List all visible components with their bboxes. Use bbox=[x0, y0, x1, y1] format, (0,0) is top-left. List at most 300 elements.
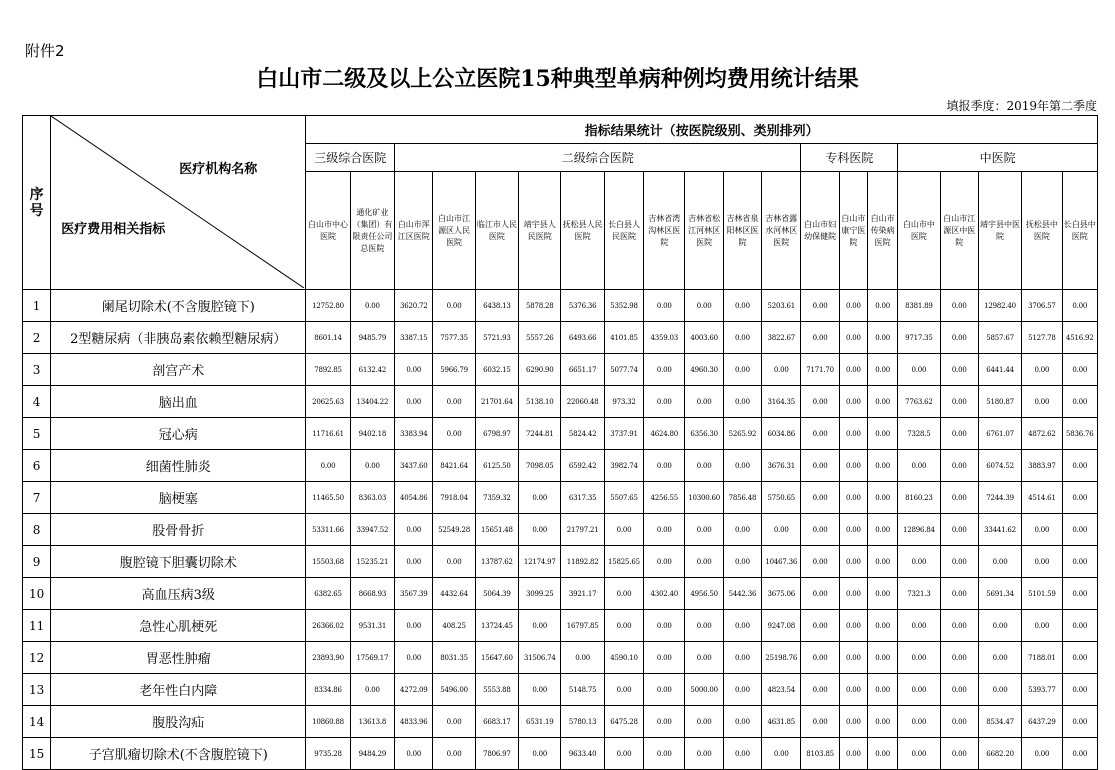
cost-value: 0.00 bbox=[940, 514, 978, 546]
row-number: 14 bbox=[23, 706, 51, 738]
cost-value: 4823.54 bbox=[762, 674, 801, 706]
cost-value: 13787.62 bbox=[475, 546, 518, 578]
cost-value: 6032.15 bbox=[475, 354, 518, 386]
cost-value: 0.00 bbox=[839, 354, 867, 386]
cost-value: 5180.87 bbox=[978, 386, 1021, 418]
cost-value: 8668.93 bbox=[350, 578, 394, 610]
cost-value: 0.00 bbox=[350, 290, 394, 322]
cost-value: 15647.60 bbox=[475, 642, 518, 674]
cost-value: 0.00 bbox=[604, 610, 643, 642]
table-row bbox=[23, 514, 1098, 546]
cost-value: 0.00 bbox=[867, 578, 897, 610]
cost-value: 11465.50 bbox=[306, 482, 350, 514]
hospital-name: 通化矿业（集团）有限责任公司总医院 bbox=[352, 207, 393, 253]
cost-value: 0.00 bbox=[1022, 514, 1062, 546]
cost-value: 0.00 bbox=[685, 706, 723, 738]
hospital-header bbox=[350, 172, 394, 290]
cost-value: 0.00 bbox=[940, 546, 978, 578]
cost-value: 7763.62 bbox=[898, 386, 940, 418]
cost-value: 5836.76 bbox=[1062, 418, 1097, 450]
cost-value: 0.00 bbox=[395, 738, 433, 770]
cost-value: 0.00 bbox=[519, 482, 561, 514]
row-number: 13 bbox=[23, 674, 51, 706]
cost-value: 0.00 bbox=[395, 354, 433, 386]
cost-value: 0.00 bbox=[1062, 642, 1097, 674]
cost-value: 10300.60 bbox=[685, 482, 723, 514]
institution-name-label: 医疗机构名称 bbox=[179, 162, 258, 177]
cost-value: 6132.42 bbox=[350, 354, 394, 386]
report-period: 填报季度：2019年第二季度 bbox=[946, 99, 1097, 113]
cost-value: 0.00 bbox=[685, 642, 723, 674]
cost-value: 0.00 bbox=[867, 610, 897, 642]
cost-value: 3737.91 bbox=[604, 418, 643, 450]
cost-value: 7577.35 bbox=[433, 322, 475, 354]
cost-value: 0.00 bbox=[561, 642, 604, 674]
cost-value: 0.00 bbox=[839, 450, 867, 482]
row-number: 9 bbox=[23, 546, 51, 578]
cost-value: 6290.90 bbox=[519, 354, 561, 386]
row-number: 8 bbox=[23, 514, 51, 546]
cost-value: 0.00 bbox=[644, 642, 685, 674]
cost-value: 4631.85 bbox=[762, 706, 801, 738]
cost-value: 53311.66 bbox=[306, 514, 350, 546]
indicator-name: 脑梗塞 bbox=[51, 482, 306, 514]
cost-value: 0.00 bbox=[644, 610, 685, 642]
cost-value: 5265.92 bbox=[723, 418, 761, 450]
cost-value: 0.00 bbox=[519, 514, 561, 546]
cost-value: 0.00 bbox=[940, 578, 978, 610]
cost-value: 0.00 bbox=[839, 322, 867, 354]
cost-value: 0.00 bbox=[723, 642, 761, 674]
cost-value: 15235.21 bbox=[350, 546, 394, 578]
cost-value: 6438.13 bbox=[475, 290, 518, 322]
cost-value: 0.00 bbox=[801, 578, 839, 610]
indicator-name: 2型糖尿病（非胰岛素依赖型糖尿病） bbox=[51, 322, 306, 354]
cost-value: 0.00 bbox=[940, 482, 978, 514]
cost-value: 0.00 bbox=[839, 578, 867, 610]
cost-value: 0.00 bbox=[867, 418, 897, 450]
cost-value: 21701.64 bbox=[475, 386, 518, 418]
cost-value: 0.00 bbox=[801, 514, 839, 546]
cost-value: 0.00 bbox=[1062, 610, 1097, 642]
cost-value: 4272.09 bbox=[395, 674, 433, 706]
hospital-header bbox=[940, 172, 978, 290]
cost-value: 0.00 bbox=[1022, 738, 1062, 770]
cost-value: 0.00 bbox=[433, 386, 475, 418]
cost-value: 0.00 bbox=[801, 322, 839, 354]
cost-value: 0.00 bbox=[644, 514, 685, 546]
cost-value: 0.00 bbox=[867, 450, 897, 482]
cost-value: 5557.26 bbox=[519, 322, 561, 354]
cost-value: 6475.28 bbox=[604, 706, 643, 738]
cost-value: 0.00 bbox=[762, 514, 801, 546]
cost-value: 0.00 bbox=[940, 354, 978, 386]
cost-value: 5077.74 bbox=[604, 354, 643, 386]
cost-value: 5127.78 bbox=[1022, 322, 1062, 354]
cost-value: 0.00 bbox=[723, 290, 761, 322]
cost-value: 3620.72 bbox=[395, 290, 433, 322]
cost-value: 408.25 bbox=[433, 610, 475, 642]
cost-value: 0.00 bbox=[801, 450, 839, 482]
cost-value: 25198.76 bbox=[762, 642, 801, 674]
cost-value: 4054.86 bbox=[395, 482, 433, 514]
cost-value: 5148.75 bbox=[561, 674, 604, 706]
cost-value: 0.00 bbox=[762, 738, 801, 770]
indicator-name: 子宫肌瘤切除术(不含腹腔镜下) bbox=[51, 738, 306, 770]
cost-value: 0.00 bbox=[1022, 546, 1062, 578]
hospital-header bbox=[723, 172, 761, 290]
cost-value: 0.00 bbox=[839, 418, 867, 450]
hospital-name: 吉林省泉阳林区医院 bbox=[726, 213, 759, 247]
hospital-header bbox=[978, 172, 1021, 290]
cost-value: 0.00 bbox=[801, 386, 839, 418]
cost-value: 0.00 bbox=[867, 322, 897, 354]
hospital-header bbox=[762, 172, 801, 290]
cost-value: 0.00 bbox=[723, 386, 761, 418]
cost-value: 22060.48 bbox=[561, 386, 604, 418]
cost-value: 0.00 bbox=[1062, 482, 1097, 514]
row-number: 7 bbox=[23, 482, 51, 514]
seq-header-label: 序号 bbox=[29, 186, 44, 219]
hospital-name: 白山市中医院 bbox=[902, 219, 935, 241]
cost-value: 8031.35 bbox=[433, 642, 475, 674]
hospital-name: 吉林省湾沟林区医院 bbox=[648, 213, 681, 247]
indicator-label: 医疗费用相关指标 bbox=[61, 222, 166, 237]
cost-value: 5393.77 bbox=[1022, 674, 1062, 706]
cost-value: 0.00 bbox=[723, 514, 761, 546]
cost-value: 0.00 bbox=[978, 674, 1021, 706]
hospital-name: 白山市浑江区医院 bbox=[397, 219, 430, 241]
cost-value: 4590.10 bbox=[604, 642, 643, 674]
cost-value: 3706.57 bbox=[1022, 290, 1062, 322]
cost-value: 4624.80 bbox=[644, 418, 685, 450]
cost-value: 0.00 bbox=[685, 514, 723, 546]
hospital-header bbox=[801, 172, 839, 290]
seq-header bbox=[23, 116, 51, 290]
cost-value: 0.00 bbox=[940, 450, 978, 482]
hospital-header bbox=[1062, 172, 1097, 290]
cost-value: 9485.79 bbox=[350, 322, 394, 354]
cost-value: 0.00 bbox=[839, 290, 867, 322]
cost-value: 33441.62 bbox=[978, 514, 1021, 546]
cost-value: 9717.35 bbox=[898, 322, 940, 354]
indicator-name: 急性心肌梗死 bbox=[51, 610, 306, 642]
cost-value: 8381.89 bbox=[898, 290, 940, 322]
cost-value: 5966.79 bbox=[433, 354, 475, 386]
cost-value: 0.00 bbox=[723, 738, 761, 770]
cost-value: 5496.00 bbox=[433, 674, 475, 706]
cost-value: 0.00 bbox=[978, 546, 1021, 578]
hospital-header bbox=[475, 172, 518, 290]
cost-value: 0.00 bbox=[867, 674, 897, 706]
hospital-name: 临江市人民医院 bbox=[476, 219, 517, 241]
cost-value: 5857.67 bbox=[978, 322, 1021, 354]
cost-value: 0.00 bbox=[644, 546, 685, 578]
cost-value: 5553.88 bbox=[475, 674, 518, 706]
hospital-header bbox=[561, 172, 604, 290]
cost-statistics-table bbox=[22, 115, 1098, 770]
cost-value: 0.00 bbox=[1062, 706, 1097, 738]
hospital-name: 白山市康宁医院 bbox=[841, 213, 866, 247]
cost-value: 0.00 bbox=[723, 706, 761, 738]
cost-value: 3921.17 bbox=[561, 578, 604, 610]
cost-value: 0.00 bbox=[867, 386, 897, 418]
cost-value: 7188.01 bbox=[1022, 642, 1062, 674]
cost-value: 0.00 bbox=[350, 450, 394, 482]
cost-value: 0.00 bbox=[898, 610, 940, 642]
row-number: 1 bbox=[23, 290, 51, 322]
cost-value: 8601.14 bbox=[306, 322, 350, 354]
cost-value: 0.00 bbox=[867, 706, 897, 738]
cost-value: 973.32 bbox=[604, 386, 643, 418]
cost-value: 11716.61 bbox=[306, 418, 350, 450]
cost-value: 5138.10 bbox=[519, 386, 561, 418]
cost-value: 4302.40 bbox=[644, 578, 685, 610]
cost-value: 13613.8 bbox=[350, 706, 394, 738]
cost-value: 9484.29 bbox=[350, 738, 394, 770]
cost-value: 0.00 bbox=[604, 738, 643, 770]
cost-value: 6074.52 bbox=[978, 450, 1021, 482]
hospital-header bbox=[395, 172, 433, 290]
cost-value: 20625.63 bbox=[306, 386, 350, 418]
cost-value: 4960.30 bbox=[685, 354, 723, 386]
hospital-header bbox=[519, 172, 561, 290]
cost-value: 7328.5 bbox=[898, 418, 940, 450]
row-number: 11 bbox=[23, 610, 51, 642]
cost-value: 5352.98 bbox=[604, 290, 643, 322]
table-row bbox=[23, 738, 1098, 770]
cost-value: 0.00 bbox=[1022, 386, 1062, 418]
cost-value: 6034.86 bbox=[762, 418, 801, 450]
cost-value: 23893.90 bbox=[306, 642, 350, 674]
hospital-name: 长白县人民医院 bbox=[607, 219, 640, 241]
table-row bbox=[23, 354, 1098, 386]
hospital-name: 白山市妇幼保健院 bbox=[804, 219, 837, 241]
page-title: 白山市二级及以上公立医院15种典型单病种例均费用统计结果 bbox=[256, 66, 859, 92]
indicator-name: 腹股沟疝 bbox=[51, 706, 306, 738]
cost-value: 0.00 bbox=[685, 738, 723, 770]
cost-value: 5376.36 bbox=[561, 290, 604, 322]
cost-value: 5000.00 bbox=[685, 674, 723, 706]
row-number: 10 bbox=[23, 578, 51, 610]
cost-value: 6125.50 bbox=[475, 450, 518, 482]
cost-value: 5750.65 bbox=[762, 482, 801, 514]
cost-value: 0.00 bbox=[839, 738, 867, 770]
indicator-name: 股骨骨折 bbox=[51, 514, 306, 546]
cost-value: 0.00 bbox=[685, 386, 723, 418]
cost-value: 0.00 bbox=[940, 738, 978, 770]
table-row bbox=[23, 418, 1098, 450]
cost-value: 0.00 bbox=[867, 642, 897, 674]
cost-value: 3982.74 bbox=[604, 450, 643, 482]
indicator-name: 冠心病 bbox=[51, 418, 306, 450]
cost-value: 0.00 bbox=[395, 546, 433, 578]
cost-value: 7171.70 bbox=[801, 354, 839, 386]
cost-value: 0.00 bbox=[395, 386, 433, 418]
cost-value: 0.00 bbox=[723, 674, 761, 706]
cost-value: 6761.07 bbox=[978, 418, 1021, 450]
cost-value: 0.00 bbox=[350, 674, 394, 706]
cost-value: 0.00 bbox=[723, 354, 761, 386]
cost-value: 0.00 bbox=[940, 386, 978, 418]
attachment-label: 附件2 bbox=[25, 42, 65, 60]
cost-value: 0.00 bbox=[898, 674, 940, 706]
cost-value: 4514.61 bbox=[1022, 482, 1062, 514]
cost-value: 0.00 bbox=[839, 642, 867, 674]
cost-value: 6437.29 bbox=[1022, 706, 1062, 738]
cost-value: 10467.36 bbox=[762, 546, 801, 578]
cost-value: 5824.42 bbox=[561, 418, 604, 450]
cost-value: 0.00 bbox=[898, 546, 940, 578]
cost-value: 0.00 bbox=[940, 674, 978, 706]
cost-value: 0.00 bbox=[1062, 514, 1097, 546]
cost-value: 5780.13 bbox=[561, 706, 604, 738]
cost-value: 17569.17 bbox=[350, 642, 394, 674]
cost-value: 0.00 bbox=[723, 322, 761, 354]
cost-value: 0.00 bbox=[839, 482, 867, 514]
cost-value: 6651.17 bbox=[561, 354, 604, 386]
cost-value: 7856.48 bbox=[723, 482, 761, 514]
cost-value: 3883.97 bbox=[1022, 450, 1062, 482]
cost-value: 0.00 bbox=[1062, 546, 1097, 578]
cost-value: 4956.50 bbox=[685, 578, 723, 610]
table-row bbox=[23, 674, 1098, 706]
cost-value: 3675.06 bbox=[762, 578, 801, 610]
indicator-name: 高血压病3级 bbox=[51, 578, 306, 610]
hospital-name: 长白县中医院 bbox=[1063, 219, 1096, 241]
hospital-name: 白山市传染病医院 bbox=[870, 213, 895, 247]
cost-value: 3437.60 bbox=[395, 450, 433, 482]
cost-value: 11892.82 bbox=[561, 546, 604, 578]
cost-value: 6592.42 bbox=[561, 450, 604, 482]
cost-value: 0.00 bbox=[604, 674, 643, 706]
row-number: 12 bbox=[23, 642, 51, 674]
cost-value: 10860.88 bbox=[306, 706, 350, 738]
cost-value: 0.00 bbox=[433, 418, 475, 450]
cost-value: 33947.52 bbox=[350, 514, 394, 546]
group-tier2-general: 二级综合医院 bbox=[395, 144, 801, 172]
cost-value: 5064.39 bbox=[475, 578, 518, 610]
table-row bbox=[23, 642, 1098, 674]
cost-value: 9402.18 bbox=[350, 418, 394, 450]
cost-value: 7806.97 bbox=[475, 738, 518, 770]
cost-value: 7359.32 bbox=[475, 482, 518, 514]
hospital-header bbox=[898, 172, 940, 290]
diagonal-line bbox=[51, 116, 304, 288]
cost-value: 6356.30 bbox=[685, 418, 723, 450]
indicator-name: 胃恶性肿瘤 bbox=[51, 642, 306, 674]
cost-value: 8103.85 bbox=[801, 738, 839, 770]
cost-value: 3099.25 bbox=[519, 578, 561, 610]
indicator-name: 老年性白内障 bbox=[51, 674, 306, 706]
cost-value: 0.00 bbox=[1022, 610, 1062, 642]
cost-value: 0.00 bbox=[519, 738, 561, 770]
cost-value: 8534.47 bbox=[978, 706, 1021, 738]
cost-value: 0.00 bbox=[801, 610, 839, 642]
cost-value: 0.00 bbox=[839, 386, 867, 418]
cost-value: 0.00 bbox=[1062, 738, 1097, 770]
cost-value: 13724.45 bbox=[475, 610, 518, 642]
indicator-name: 阑尾切除术(不含腹腔镜下) bbox=[51, 290, 306, 322]
cost-value: 0.00 bbox=[801, 290, 839, 322]
cost-value: 0.00 bbox=[685, 290, 723, 322]
hospital-header bbox=[1022, 172, 1062, 290]
cost-value: 0.00 bbox=[1022, 354, 1062, 386]
cost-value: 6441.44 bbox=[978, 354, 1021, 386]
indicator-name: 腹腔镜下胆囊切除术 bbox=[51, 546, 306, 578]
diagonal-header-cell bbox=[51, 116, 306, 290]
cost-value: 5507.65 bbox=[604, 482, 643, 514]
hospital-name: 白山市江源区人民医院 bbox=[438, 213, 471, 247]
stats-title: 指标结果统计（按医院级别、类别排列） bbox=[306, 116, 1098, 144]
hospital-name: 靖宇县人民医院 bbox=[523, 219, 556, 241]
cost-value: 0.00 bbox=[1062, 354, 1097, 386]
group-tier3-general: 三级综合医院 bbox=[306, 144, 395, 172]
cost-value: 0.00 bbox=[898, 738, 940, 770]
cost-value: 0.00 bbox=[839, 706, 867, 738]
cost-value: 7244.39 bbox=[978, 482, 1021, 514]
hospital-name: 抚松县人民医院 bbox=[562, 219, 603, 241]
cost-value: 0.00 bbox=[433, 546, 475, 578]
cost-value: 0.00 bbox=[801, 674, 839, 706]
cost-value: 8363.03 bbox=[350, 482, 394, 514]
cost-value: 0.00 bbox=[306, 450, 350, 482]
cost-value: 0.00 bbox=[604, 578, 643, 610]
cost-value: 0.00 bbox=[723, 450, 761, 482]
cost-value: 3164.35 bbox=[762, 386, 801, 418]
hospital-name: 白山市中心医院 bbox=[308, 219, 349, 241]
cost-value: 0.00 bbox=[644, 290, 685, 322]
cost-value: 0.00 bbox=[1062, 578, 1097, 610]
cost-value: 0.00 bbox=[839, 546, 867, 578]
cost-value: 0.00 bbox=[1062, 386, 1097, 418]
cost-value: 12174.97 bbox=[519, 546, 561, 578]
cost-value: 0.00 bbox=[685, 450, 723, 482]
cost-value: 0.00 bbox=[867, 546, 897, 578]
cost-value: 8160.23 bbox=[898, 482, 940, 514]
cost-value: 0.00 bbox=[801, 642, 839, 674]
cost-value: 0.00 bbox=[519, 674, 561, 706]
cost-value: 12752.80 bbox=[306, 290, 350, 322]
cost-value: 3676.31 bbox=[762, 450, 801, 482]
cost-value: 8421.64 bbox=[433, 450, 475, 482]
hospital-name: 靖宇县中医院 bbox=[980, 219, 1021, 241]
cost-value: 7918.04 bbox=[433, 482, 475, 514]
cost-value: 0.00 bbox=[395, 642, 433, 674]
cost-value: 0.00 bbox=[940, 418, 978, 450]
cost-value: 0.00 bbox=[433, 738, 475, 770]
cost-value: 0.00 bbox=[1062, 450, 1097, 482]
cost-value: 5721.93 bbox=[475, 322, 518, 354]
cost-value: 9735.28 bbox=[306, 738, 350, 770]
hospital-header bbox=[433, 172, 475, 290]
cost-value: 0.00 bbox=[395, 610, 433, 642]
row-number: 5 bbox=[23, 418, 51, 450]
cost-value: 0.00 bbox=[940, 642, 978, 674]
group-specialty: 专科医院 bbox=[801, 144, 898, 172]
cost-value: 0.00 bbox=[839, 610, 867, 642]
cost-value: 6683.17 bbox=[475, 706, 518, 738]
row-number: 6 bbox=[23, 450, 51, 482]
table-row bbox=[23, 610, 1098, 642]
cost-value: 4256.55 bbox=[644, 482, 685, 514]
row-number: 3 bbox=[23, 354, 51, 386]
table-row bbox=[23, 290, 1098, 322]
cost-value: 5878.28 bbox=[519, 290, 561, 322]
cost-value: 4872.62 bbox=[1022, 418, 1062, 450]
indicator-name: 细菌性肺炎 bbox=[51, 450, 306, 482]
cost-value: 0.00 bbox=[644, 450, 685, 482]
